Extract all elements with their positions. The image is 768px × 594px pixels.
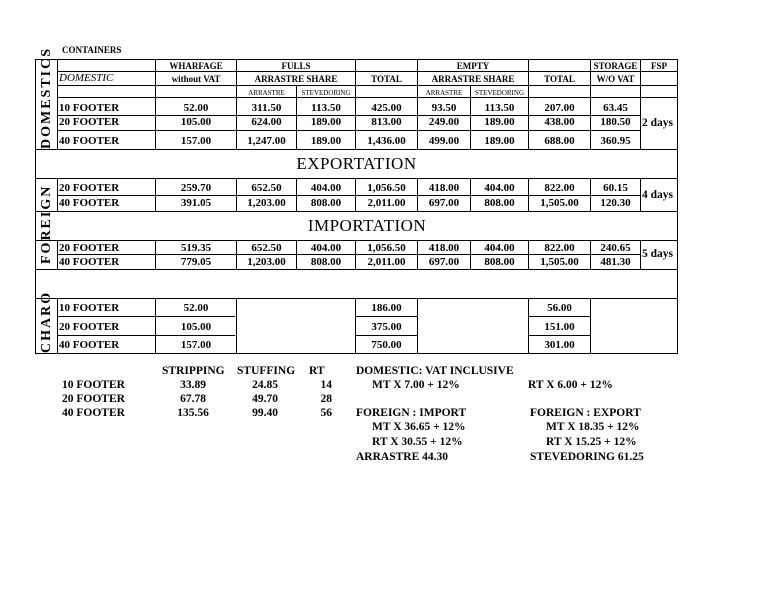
wharfage-value: 779.05 xyxy=(180,256,212,268)
empty-stevedoring-value: 113.50 xyxy=(484,102,515,114)
row-label: 40 FOOTER xyxy=(59,135,120,147)
storage-header: STORAGE xyxy=(593,61,638,71)
empty-stevedoring-value: 189.00 xyxy=(484,116,515,128)
containers-heading: CONTAINERS xyxy=(62,45,122,55)
storage-value: 481.30 xyxy=(600,256,631,268)
empty-arrastre-value: 499.00 xyxy=(428,135,460,147)
fulls-arrastre-value: 624.00 xyxy=(251,116,282,128)
storage-value: 180.50 xyxy=(600,116,631,128)
fulls-total-value: 1,056.50 xyxy=(367,242,406,254)
empty-stevedoring-value: 404.00 xyxy=(484,182,515,194)
stripping-value: 67.78 xyxy=(180,393,206,405)
fulls-arrastre-value: 1,203.00 xyxy=(247,256,286,268)
empty-total-value: 438.00 xyxy=(544,116,575,128)
stripping-header: STRIPPING xyxy=(162,365,225,377)
stripping-value: 135.56 xyxy=(177,407,209,419)
empty-stevedoring-value: 808.00 xyxy=(484,197,515,209)
fulls-header: FULLS xyxy=(281,61,311,71)
domestic-label: DOMESTIC xyxy=(59,72,114,84)
empty-arrastre-value: 249.00 xyxy=(428,116,460,128)
wharfage-value: 52.00 xyxy=(183,302,209,314)
fsp-header: FSP xyxy=(650,61,667,71)
row-label: 20 FOOTER xyxy=(59,182,120,194)
row-label: 40 FOOTER xyxy=(59,339,120,351)
fulls-total-value: 1,436.00 xyxy=(367,135,406,147)
fulls-total-value: 425.00 xyxy=(371,102,402,114)
fulls-arrastre-value: 311.50 xyxy=(251,102,282,114)
storage-value: 63.45 xyxy=(603,102,628,114)
stuffing-header: STUFFING xyxy=(237,365,296,377)
fulls-arrastre-value: 652.50 xyxy=(251,182,282,194)
row-label: 40 FOOTER xyxy=(59,256,120,268)
storage-value: 60.15 xyxy=(603,182,628,194)
stuffing-value: 24.85 xyxy=(252,379,278,391)
rt-value: 56 xyxy=(320,407,332,419)
empty-total-value: 151.00 xyxy=(544,321,575,333)
domestic-vat-title: DOMESTIC: VAT INCLUSIVE xyxy=(356,365,514,377)
import-fsp-value: 5 days xyxy=(642,248,673,260)
empty-arrastre-value: 93.50 xyxy=(431,102,457,114)
fulls-arrastre-value: 652.50 xyxy=(251,242,282,254)
fulls-stevedoring-value: 189.00 xyxy=(310,116,342,128)
fulls-stevedoring-value: 113.50 xyxy=(311,102,341,114)
foreign-import-title: FOREIGN : IMPORT xyxy=(356,407,467,419)
fulls-total-value: 186.00 xyxy=(371,302,402,314)
empty-total-value: 688.00 xyxy=(544,135,575,147)
export-rt-formula: RT X 15.25 + 12% xyxy=(546,436,637,448)
empty-total-value: 207.00 xyxy=(544,102,575,114)
foreign-export-title: FOREIGN : EXPORT xyxy=(530,407,641,419)
fulls-arrastre-subheader: ARRASTRE xyxy=(248,89,285,97)
domestic-rt-formula: RT X 6.00 + 12% xyxy=(528,379,613,391)
wharfage-value: 259.70 xyxy=(180,182,212,194)
row-label: 10 FOOTER xyxy=(62,379,125,391)
empty-total-value: 822.00 xyxy=(544,242,575,254)
fulls-arrastre-share-header: ARRASTRE SHARE xyxy=(254,74,338,84)
empty-total-value: 301.00 xyxy=(544,339,575,351)
row-label: 20 FOOTER xyxy=(59,321,120,333)
fulls-total-value: 2,011.00 xyxy=(367,197,406,209)
fulls-total-header: TOTAL xyxy=(371,74,402,84)
fulls-total-value: 375.00 xyxy=(371,321,402,333)
export-fsp-value: 4 days xyxy=(642,189,673,201)
row-label: 20 FOOTER xyxy=(59,116,120,128)
importation-title: IMPORTATION xyxy=(307,216,427,235)
empty-arrastre-value: 418.00 xyxy=(428,242,460,254)
empty-stevedoring-value: 189.00 xyxy=(484,135,515,147)
row-label: 40 FOOTER xyxy=(59,197,120,209)
charo-side-label: CHARO xyxy=(39,290,54,353)
exportation-title: EXPORTATION xyxy=(296,154,417,173)
empty-header: EMPTY xyxy=(456,61,490,71)
fulls-stevedoring-value: 404.00 xyxy=(310,242,342,254)
domestics-side-label: DOMESTICS xyxy=(39,46,54,149)
wharfage-value: 52.00 xyxy=(183,102,209,114)
fulls-total-value: 750.00 xyxy=(371,339,402,351)
wo-vat-header: W/O VAT xyxy=(596,74,635,84)
fulls-arrastre-value: 1,247.00 xyxy=(247,135,286,147)
fulls-total-value: 2,011.00 xyxy=(367,256,406,268)
storage-value: 120.30 xyxy=(600,197,631,209)
wharfage-value: 157.00 xyxy=(180,339,212,351)
row-label: 10 FOOTER xyxy=(59,302,120,314)
stuffing-value: 99.40 xyxy=(252,407,278,419)
fulls-stevedoring-value: 808.00 xyxy=(310,197,342,209)
fulls-stevedoring-value: 404.00 xyxy=(310,182,342,194)
stevedoring-rate: STEVEDORING 61.25 xyxy=(530,451,644,463)
fulls-total-value: 1,056.50 xyxy=(367,182,406,194)
empty-total-value: 1,505.00 xyxy=(540,256,579,268)
import-rt-formula: RT X 30.55 + 12% xyxy=(372,436,463,448)
fulls-stevedoring-subheader: STEVEDORING xyxy=(301,89,351,97)
rt-header: RT xyxy=(309,365,325,377)
wharfage-value: 105.00 xyxy=(180,321,212,333)
storage-value: 240.65 xyxy=(600,242,631,254)
fulls-total-value: 813.00 xyxy=(371,116,402,128)
foreign-side-label: FOREIGN xyxy=(39,184,54,264)
fulls-stevedoring-value: 808.00 xyxy=(310,256,342,268)
empty-arrastre-value: 697.00 xyxy=(428,197,460,209)
wharfage-value: 105.00 xyxy=(180,116,212,128)
fulls-arrastre-value: 1,203.00 xyxy=(247,197,286,209)
empty-arrastre-value: 697.00 xyxy=(428,256,460,268)
fulls-stevedoring-value: 189.00 xyxy=(310,135,342,147)
empty-total-value: 1,505.00 xyxy=(540,197,579,209)
empty-stevedoring-value: 404.00 xyxy=(484,242,515,254)
row-label: 20 FOOTER xyxy=(59,242,120,254)
row-label: 10 FOOTER xyxy=(59,102,120,114)
stripping-value: 33.89 xyxy=(180,379,206,391)
rt-value: 28 xyxy=(320,393,332,405)
row-label: 40 FOOTER xyxy=(62,407,125,419)
empty-total-header: TOTAL xyxy=(544,74,575,84)
empty-stevedoring-subheader: STEVEDORING xyxy=(475,89,524,97)
row-label: 20 FOOTER xyxy=(62,393,125,405)
empty-arrastre-share-header: ARRASTRE SHARE xyxy=(431,74,515,84)
empty-total-value: 56.00 xyxy=(547,302,572,314)
wharfage-value: 519.35 xyxy=(180,242,212,254)
without-vat-header: without VAT xyxy=(171,74,221,84)
domestic-mt-formula: MT X 7.00 + 12% xyxy=(372,379,460,391)
empty-arrastre-value: 418.00 xyxy=(428,182,460,194)
import-mt-formula: MT X 36.65 + 12% xyxy=(372,421,466,433)
domestic-fsp-value: 2 days xyxy=(642,117,673,129)
wharfage-value: 157.00 xyxy=(180,135,212,147)
stuffing-value: 49.70 xyxy=(252,393,278,405)
export-mt-formula: MT X 18.35 + 12% xyxy=(546,421,640,433)
storage-value: 360.95 xyxy=(600,135,631,147)
arrastre-rate: ARRASTRE 44.30 xyxy=(356,451,449,463)
empty-total-value: 822.00 xyxy=(544,182,575,194)
rt-value: 14 xyxy=(320,379,332,391)
empty-arrastre-subheader: ARRASTRE xyxy=(425,89,463,97)
wharfage-value: 391.05 xyxy=(180,197,212,209)
empty-stevedoring-value: 808.00 xyxy=(484,256,515,268)
wharfage-header: WHARFAGE xyxy=(169,61,223,71)
